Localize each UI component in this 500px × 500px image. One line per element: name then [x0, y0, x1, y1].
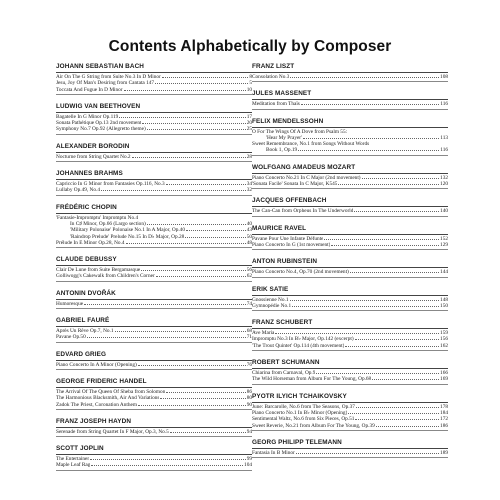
entry-title: Symphony No.7 Op.92 (Allegretto theme): [56, 126, 146, 133]
entry-title: 'Military Polonaise' Polonaise No.1 In A Major, Op.40: [70, 227, 185, 234]
entry-page-number: 152: [440, 235, 448, 242]
dot-leader: [147, 221, 246, 225]
entry-page-number: 132: [440, 174, 448, 181]
group-gap: [56, 410, 252, 417]
entry-title: Piano Concerto In A Minor (Opening): [56, 361, 137, 368]
entry-page-number: 140: [440, 208, 448, 215]
left-column: [56, 62, 252, 478]
entry-page-number: 10: [246, 86, 252, 93]
dot-leader: [126, 240, 246, 244]
entry-title: The Wild Horseman from Album For The Young, Op.68: [252, 376, 372, 383]
entry-title: Nocturne from String Quartet No.2: [56, 153, 131, 160]
dot-leader: [354, 208, 439, 212]
entry-page-number: 40: [246, 220, 252, 227]
dot-leader: [338, 181, 439, 185]
contents-entry: [56, 402, 252, 408]
composer-name: FRANZ SCHUBERT: [252, 318, 448, 329]
entry-page-number: 99: [246, 456, 252, 463]
composer-name: LUDWIG VAN BEETHOVEN: [56, 102, 252, 113]
dot-leader: [290, 297, 440, 301]
dot-leader: [292, 303, 439, 307]
entry-title: Zadok The Priest, Coronation Anthem: [56, 401, 137, 408]
entry-title: Piano Concerto No.21 In C Major (2nd movement): [252, 174, 361, 181]
composer-group: [56, 417, 252, 437]
entry-title: Ave Maria: [252, 330, 275, 337]
composer-group: [252, 358, 448, 385]
composer-name: ANTON RUBINSTEIN: [252, 257, 448, 268]
dot-leader: [160, 395, 245, 399]
group-gap: [56, 135, 252, 142]
entry-page-number: 48: [246, 239, 252, 246]
entry-title: Sweet Reverie, No.21 from Album For The Young, Op.39: [252, 422, 375, 429]
composer-name: JOHANN SEBASTIAN BACH: [56, 62, 252, 73]
dot-leader: [138, 362, 246, 366]
dot-leader: [90, 456, 246, 460]
dot-leader: [170, 429, 246, 433]
composer-name: ERIK SATIE: [252, 285, 448, 296]
composer-group: [252, 62, 448, 82]
dot-leader: [138, 402, 246, 406]
group-gap: [56, 282, 252, 289]
dot-leader: [324, 236, 439, 240]
entry-page-number: 120: [440, 181, 448, 188]
composer-group: [252, 117, 448, 156]
entry-page-number: 86: [246, 388, 252, 395]
composer-group: [56, 203, 252, 248]
composer-name: GEORGE FRIDERIC HANDEL: [56, 377, 252, 388]
group-gap: [252, 278, 448, 285]
contents-entry: [252, 269, 448, 275]
entry-page-number: 94: [246, 428, 252, 435]
entry-page-number: 178: [440, 403, 448, 410]
composer-name: WOLFGANG AMADEUS MOZART: [252, 163, 448, 174]
entry-title: Air On The G String from Suite No.3 In D Minor: [56, 74, 161, 80]
composer-group: [252, 392, 448, 431]
group-gap: [252, 311, 448, 318]
dot-leader: [132, 154, 246, 158]
composer-group: [56, 169, 252, 196]
entry-title: Lullaby Op.49, No.4: [56, 187, 100, 194]
entry-page-number: 74: [246, 300, 252, 307]
composer-group: [56, 62, 252, 95]
entry-title: Sweet Remembrance, No.1 from Songs Without Words: [252, 141, 370, 148]
contents-entry: [252, 242, 448, 248]
entry-page-number: 129: [440, 241, 448, 248]
entry-title: Chiarina from Carnaval, Op.9: [252, 370, 316, 377]
composer-group: [56, 102, 252, 135]
entry-title: The Can-Can from Orpheus In The Underworld: [252, 208, 354, 215]
contents-entry: [56, 429, 252, 435]
entry-page-number: 169: [440, 376, 448, 383]
entry-title: O For The Wings Of A Dove from Psalm 55:: [252, 128, 348, 135]
group-gap: [56, 343, 252, 350]
composer-name: FRANZ LISZT: [252, 62, 448, 73]
composer-name: GABRIEL FAURÉ: [56, 316, 252, 327]
contents-entry: [56, 187, 252, 193]
composer-name: CLAUDE DEBUSSY: [56, 255, 252, 266]
entry-page-number: 62: [246, 273, 252, 280]
group-gap: [56, 309, 252, 316]
entry-title: Serenade from String Quartet In F Major, Op.3, No.5: [56, 428, 169, 435]
composer-group: [252, 257, 448, 277]
entry-page-number: 50: [246, 233, 252, 240]
contents-entry: [252, 450, 448, 456]
entry-page-number: 34: [246, 181, 252, 188]
entry-page-number: 159: [440, 330, 448, 337]
dot-leader: [296, 450, 439, 454]
entry-title: Après Un Rêve Op.7, No.1: [56, 328, 114, 335]
contents-entry: [252, 208, 448, 214]
entry-page-number: 104: [244, 462, 252, 469]
contents-entry: [252, 376, 448, 382]
dot-leader: [350, 269, 439, 273]
entry-page-number: 25: [246, 126, 252, 133]
group-gap: [252, 82, 448, 89]
entry-title: Piano Concerto In G (1st movement): [252, 241, 331, 248]
composer-group: [56, 350, 252, 370]
composer-name: GEORG PHILIPP TELEMANN: [252, 438, 448, 449]
entry-title: 'Sonata Facile' Sonata In C Major, K545: [252, 181, 338, 188]
group-gap: [252, 189, 448, 196]
dot-leader: [376, 423, 439, 427]
entry-title: Sentimental Waltz, No.6 from Six Pieces, Op.51: [252, 416, 355, 423]
entry-page-number: 186: [440, 422, 448, 429]
page-title: Contents Alphabetically by Composer: [108, 38, 392, 55]
dot-leader: [166, 389, 245, 393]
entry-page-number: 90: [246, 401, 252, 408]
composer-name: PYOTR ILYICH TCHAIKOVSKY: [252, 392, 448, 403]
entry-title: 'The Trout Quintet' Op.114 (4th movement): [252, 342, 345, 349]
entry-title: 'Raindrop Prelude' Prelude No.15 In D♭ Major, Op.28: [70, 233, 185, 240]
contents-entry: [56, 301, 252, 307]
contents-entry: [252, 423, 448, 429]
entry-title: Golliwogg's Cakewalk from Children's Corner: [56, 273, 155, 280]
entry-title: Meditation from Thaïs: [252, 101, 300, 108]
composer-name: ROBERT SCHUMANN: [252, 358, 448, 369]
entry-page-number: 184: [440, 409, 448, 416]
composer-name: FRANZ JOSEPH HAYDN: [56, 417, 252, 428]
group-gap: [56, 437, 252, 444]
composer-name: SCOTT JOPLIN: [56, 444, 252, 455]
entry-title: Piano Concerto No.4, Op.70 (2nd movement): [252, 269, 349, 276]
dot-leader: [316, 370, 439, 374]
entry-page-number: 8: [249, 74, 252, 80]
composer-name: EDVARD GRIEG: [56, 350, 252, 361]
group-gap: [252, 431, 448, 438]
entry-page-number: 5: [249, 80, 252, 87]
contents-entry: [252, 74, 448, 80]
entry-page-number: 56: [246, 267, 252, 274]
entry-title: Consolation No.3: [252, 74, 290, 80]
contents-entry: [56, 87, 252, 93]
entry-title: 'Fantasie-Impromptu' Impromptu No.4: [56, 214, 139, 221]
dot-leader: [185, 234, 245, 238]
composer-group: [252, 163, 448, 190]
entry-title: Capriccio In G Minor from Fantasies Op.116, No.3: [56, 181, 165, 188]
dot-leader: [119, 114, 245, 118]
composer-group: [252, 318, 448, 351]
contents-entry: [56, 240, 252, 246]
entry-title: Bagatelle In G Minor Op.119: [56, 113, 119, 120]
entry-title: Gymnopédie No.1: [252, 302, 292, 309]
right-column: [252, 62, 448, 465]
composer-name: FELIX MENDELSSOHN: [252, 117, 448, 128]
composer-name: JOHANNES BRAHMS: [56, 169, 252, 180]
dot-leader: [348, 410, 439, 414]
dot-leader: [331, 242, 439, 246]
dot-leader: [101, 187, 246, 191]
group-gap: [56, 471, 252, 478]
composer-group: [252, 438, 448, 458]
entry-page-number: 28: [246, 153, 252, 160]
contents-entry: [252, 147, 448, 153]
group-gap: [56, 196, 252, 203]
entry-page-number: 113: [440, 134, 448, 141]
group-gap: [56, 162, 252, 169]
composer-name: FRÉDÉRIC CHOPIN: [56, 203, 252, 214]
composer-name: ANTONIN DVOŘÁK: [56, 289, 252, 300]
entry-page-number: 144: [440, 269, 448, 276]
entry-page-number: 108: [440, 74, 448, 80]
entry-title: Prélude In E Minor Op.28, No.4: [56, 239, 125, 246]
entry-page-number: 148: [440, 296, 448, 303]
contents-entry: [252, 101, 448, 107]
entry-title: The Harmonious Blacksmith, Air And Variations: [56, 395, 160, 402]
entry-title: Jesu, Joy Of Man's Desiring from Cantata 147: [56, 80, 155, 87]
composer-name: MAURICE RAVEL: [252, 224, 448, 235]
group-gap: [252, 217, 448, 224]
dot-leader: [303, 135, 439, 139]
entry-title: In C♯ Minor, Op.66 (Largo section): [70, 220, 146, 227]
dot-leader: [166, 181, 246, 185]
dot-leader: [141, 267, 246, 271]
contents-entry: [56, 462, 252, 468]
entry-page-number: 68: [246, 328, 252, 335]
group-gap: [252, 250, 448, 257]
composer-group: [56, 377, 252, 410]
composer-group: [252, 196, 448, 216]
composer-group: [252, 285, 448, 312]
composer-group: [56, 289, 252, 309]
entry-title: Fantasia In B Minor: [252, 449, 295, 456]
composer-group: [56, 255, 252, 282]
entry-title: Maple Leaf Rag: [56, 462, 91, 469]
dot-leader: [84, 301, 246, 305]
group-gap: [252, 458, 448, 465]
entry-page-number: 76: [246, 361, 252, 368]
entry-page-number: 150: [440, 302, 448, 309]
entry-title: The Entertainer: [56, 456, 90, 463]
composer-name: JULES MASSENET: [252, 89, 448, 100]
entry-page-number: 156: [440, 336, 448, 343]
dot-leader: [355, 336, 439, 340]
contents-entry: [252, 343, 448, 349]
entry-page-number: 20: [246, 120, 252, 127]
dot-leader: [91, 462, 243, 466]
entry-title: The Arrival Of The Queen Of Sheba from Solomon: [56, 388, 166, 395]
group-gap: [252, 385, 448, 392]
entry-page-number: 71: [246, 334, 252, 341]
entry-page-number: 162: [440, 342, 448, 349]
contents-entry: [56, 154, 252, 160]
dot-leader: [87, 334, 246, 338]
entry-title: Pavane Op.50: [56, 334, 86, 341]
dot-leader: [301, 101, 439, 105]
composer-group: [56, 316, 252, 343]
composer-group: [252, 89, 448, 109]
contents-entry: [252, 181, 448, 187]
entry-page-number: 166: [440, 370, 448, 377]
dot-leader: [275, 330, 439, 334]
entry-title: 'Hear My Prayer': [266, 134, 303, 141]
entry-title: Clair De Lune from Suite Bergamasque: [56, 267, 141, 274]
entry-title: Toccata And Fugue In D Minor: [56, 86, 123, 93]
entry-title: Impromptu No.3 In B♭ Major, Op.142 (excerpt): [252, 336, 354, 343]
entry-title: Humoresque: [56, 300, 84, 307]
entry-title: Pavane Pour Une Infante Défunte: [252, 235, 324, 242]
dot-leader: [124, 87, 246, 91]
composer-name: JACQUES OFFENBACH: [252, 196, 448, 207]
contents-entry: [252, 303, 448, 309]
entry-title: June: Barcarolle, No.6 from The Seasons, Op.37: [252, 403, 355, 410]
dot-leader: [162, 74, 249, 78]
dot-leader: [147, 126, 246, 130]
composer-group: [252, 224, 448, 251]
composer-name: ALEXANDER BORODIN: [56, 142, 252, 153]
entry-page-number: 80: [246, 395, 252, 402]
group-gap: [252, 351, 448, 358]
dot-leader: [156, 273, 246, 277]
dot-leader: [155, 80, 248, 84]
entry-title: Piano Concerto No.1 In B♭ Minor (Opening): [252, 409, 348, 416]
dot-leader: [362, 175, 439, 179]
group-gap: [252, 110, 448, 117]
group-gap: [56, 370, 252, 377]
dot-leader: [355, 416, 439, 420]
entry-page-number: 43: [246, 227, 252, 234]
dot-leader: [115, 328, 246, 332]
dot-leader: [290, 74, 439, 78]
dot-leader: [142, 120, 245, 124]
entry-page-number: 116: [440, 101, 448, 108]
dot-leader: [372, 376, 439, 380]
composer-group: [56, 142, 252, 162]
entry-page-number: 172: [440, 416, 448, 423]
contents-entry: [56, 273, 252, 279]
dot-leader: [345, 343, 439, 347]
group-gap: [252, 156, 448, 163]
group-gap: [56, 248, 252, 255]
dot-leader: [186, 227, 246, 231]
entry-page-number: 189: [440, 449, 448, 456]
dot-leader: [356, 404, 439, 408]
entry-page-number: 17: [246, 113, 252, 120]
contents-entry: [56, 126, 252, 132]
entry-title: Sonata Pathétique Op.13 2nd movement: [56, 120, 142, 127]
composer-group: [56, 444, 252, 471]
contents-entry: [56, 334, 252, 340]
contents-entry: [56, 362, 252, 368]
entry-page-number: 116: [440, 147, 448, 154]
entry-title: Book 1, Op.19: [266, 147, 298, 154]
entry-title: Gnossienne No.1: [252, 296, 289, 303]
entry-page-number: 32: [246, 187, 252, 194]
dot-leader: [298, 147, 439, 151]
group-gap: [56, 95, 252, 102]
